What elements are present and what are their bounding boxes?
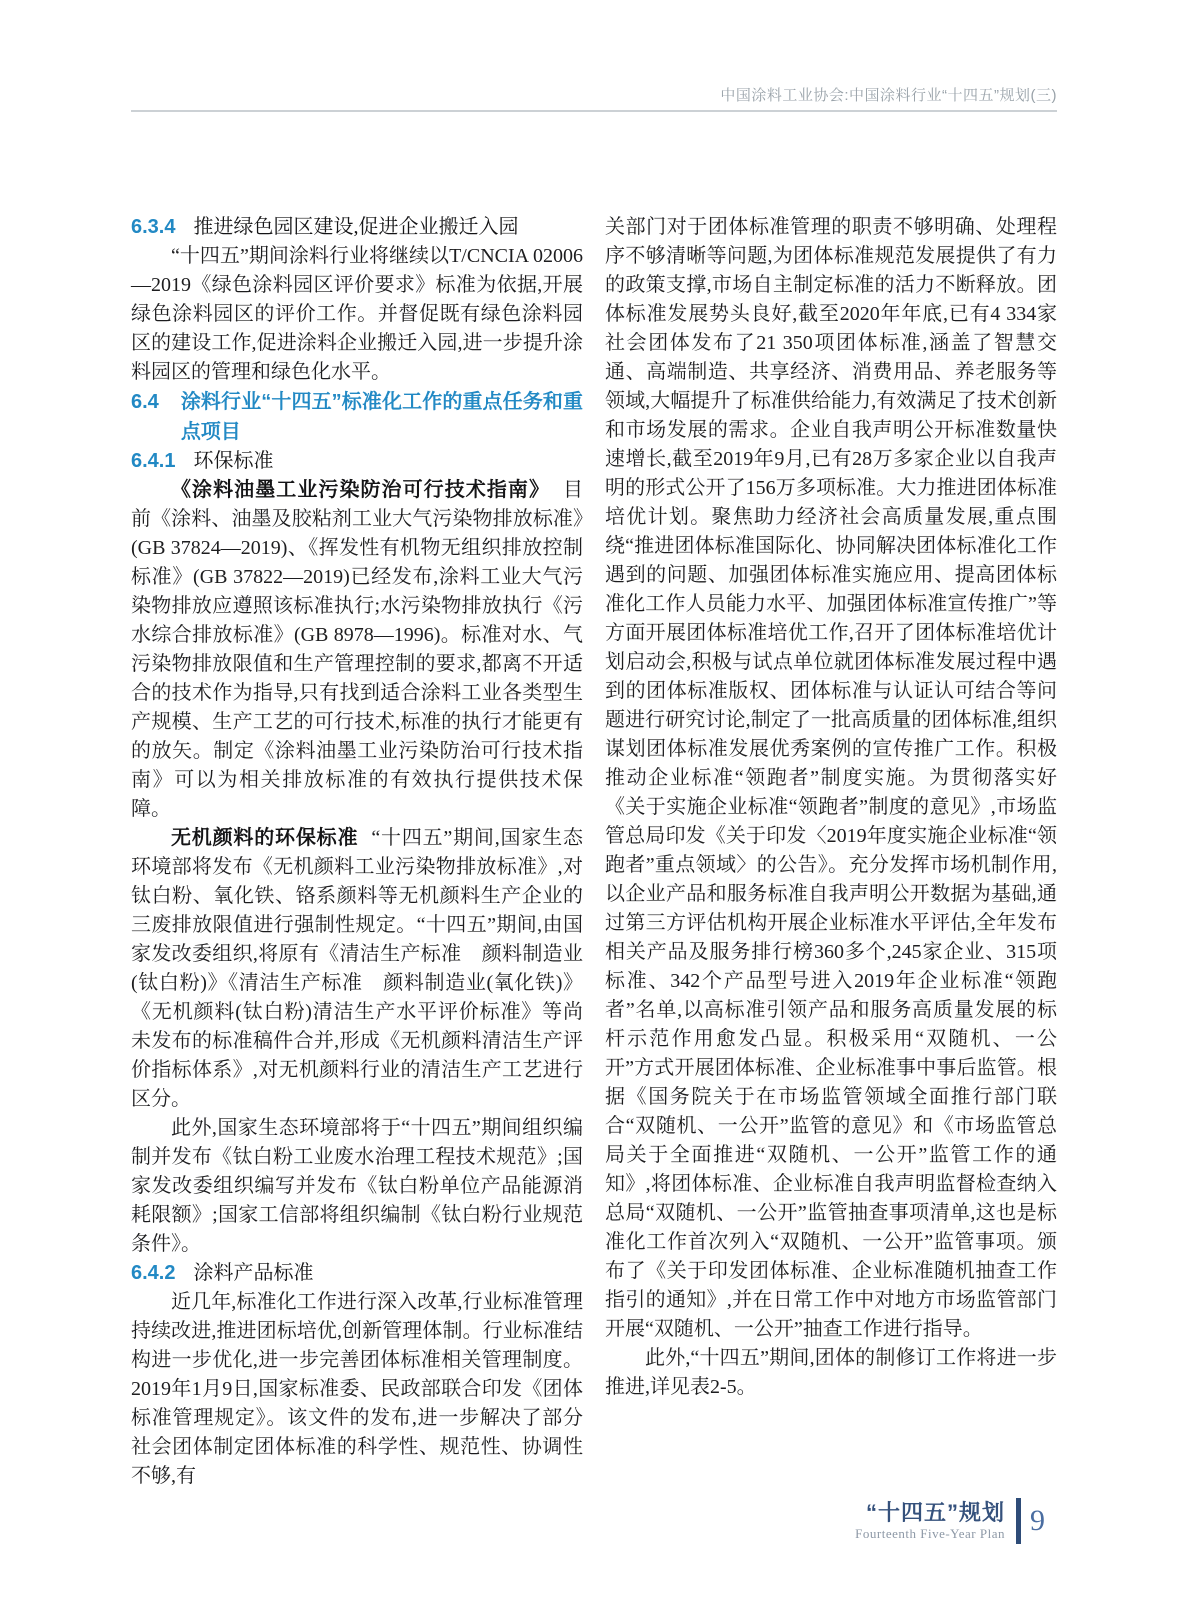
section-number: 6.4.2 bbox=[131, 1262, 176, 1284]
footer-plan-en: Fourteenth Five-Year Plan bbox=[855, 1526, 1005, 1541]
header-title: 中国涂料工业协会:中国涂料行业“十四五”规划(三) bbox=[720, 87, 1057, 104]
paragraph-body: 目前《涂料、油墨及胶粘剂工业大气污染物排放标准》(GB 37824—2019)、《挥发性有机物无组织排放控制标准》(GB 37822—2019)已经发布,涂料工业大气污染物排放应遵照该标准执行;水污染物排放执行《污水综合排放标准》(GB 8978—1996)。标准对水、气污染物排放限值和生产管理控制的要求,都离不开适合的技术作为指导,只有找到适合涂料工业各类型生产规模、生产工艺的可行技术,标准的执行才能更有的放矢。制定《涂料油墨工业污染防治可行技术指南》可以为相关排放标准的有效执行提供技术保障。 bbox=[131, 479, 583, 820]
section-number: 6.3.4 bbox=[131, 216, 176, 238]
paragraph-green-park: “十四五”期间涂料行业将继续以T/CNCIA 02006—2019《绿色涂料园区评价要求》标准为依据,开展绿色涂料园区的评价工作。并督促既有绿色涂料园区的建设工作,促进涂料企业搬迁入园,进一步提升涂料园区的管理和绿色化水平。 bbox=[131, 245, 583, 383]
page-footer bbox=[855, 1498, 1045, 1544]
paragraph-product-standards: 近几年,标准化工作进行深入改革,行业标准管理持续改进,推进团标培优,创新管理体制。行业标准结构进一步优化,进一步完善团体标准相关管理制度。2019年1月9日,国家标准委、民政部联合印发《团体标准管理规定》。该文件的发布,进一步解决了部分社会团体制定团体标准的科学性、规范性、协调性不够,有 bbox=[131, 1291, 583, 1487]
right-column bbox=[605, 213, 1057, 1491]
section-heading-6-3-4 bbox=[131, 213, 583, 242]
section-number: 6.4 bbox=[131, 391, 159, 413]
section-heading-6-4-1 bbox=[131, 447, 583, 476]
section-title: 环保标准 bbox=[193, 450, 274, 472]
paragraph-body: “十四五”期间,国家生态环境部将发布《无机颜料工业污染物排放标准》,对钛白粉、氧化铁、铬系颜料等无机颜料生产企业的三废排放限值进行强制性规定。“十四五”期间,由国家发改委组织,将原有《清洁生产标准 颜料制造业(钛白粉)》《清洁生产标准 颜料制造业(氧化铁)》《无机颜料(钛白粉)清洁生产水平评价标准》等尚未发布的标准稿件合并,形成《无机颜料清洁生产评价指标体系》,对无机颜料行业的清洁生产工艺进行区分。 bbox=[131, 827, 583, 1110]
page-header bbox=[131, 84, 1057, 105]
paragraph-lead: 《涂料油墨工业污染防治可行技术指南》 bbox=[171, 479, 550, 501]
section-title: 推进绿色园区建设,促进企业搬迁入园 bbox=[193, 216, 519, 238]
paragraph-table-reference: 此外,“十四五”期间,团体的制修订工作将进一步推进,详见表2-5。 bbox=[605, 1347, 1057, 1398]
footer-plan-cn: “十四五”规划 bbox=[865, 1500, 1005, 1525]
section-heading-6-4 bbox=[131, 387, 583, 447]
left-column bbox=[131, 213, 583, 1491]
paragraph-lead: 无机颜料的环保标准 bbox=[171, 827, 359, 849]
footer-divider-bar bbox=[1016, 1498, 1021, 1544]
header-rule bbox=[131, 110, 1057, 112]
paragraph-pollution-guide bbox=[131, 476, 583, 824]
paragraph-group-standards: 关部门对于团体标准管理的职责不够明确、处理程序不够清晰等问题,为团体标准规范发展提供了有力的政策支撑,市场自主制定标准的活力不断释放。团体标准发展势头良好,截至2020年年底,已有4 334家社会团体发布了21 350项团体标准,涵盖了智慧交通、高端制造、共享经济、消费用品、养老服务等领域,大幅提升了标准供给能力,有效满足了技术创新和市场发展的需求。企业自我声明公开标准数量快速增长,截至2019年9月,已有28万多家企业以自我声明的形式公开了156万多项标准。大力推进团体标准培优计划。聚焦助力经济社会高质量发展,重点围绕“推进团体标准国际化、协同解决团体标准化工作遇到的问题、加强团体标准实施应用、提高团体标准化工作人员能力水平、加强团体标准宣传推广”等方面开展团体标准培优工作,召开了团体标准培优计划启动会,积极与试点单位就团体标准发展过程中遇到的团体标准版权、团体标准与认证认可结合等问题进行研究讨论,制定了一批高质量的团体标准,组织谋划团体标准发展优秀案例的宣传推广工作。积极推动企业标准“领跑者”制度实施。为贯彻落实好《关于实施企业标准“领跑者”制度的意见》,市场监管总局印发《关于印发〈2019年度实施企业标准“领跑者”重点领域〉的公告》。充分发挥市场机制作用,以企业产品和服务标准自我声明公开数据为基础,通过第三方评估机构开展企业标准水平评估,全年发布相关产品及服务排行榜360多个,245家企业、315项标准、342个产品型号进入2019年企业标准“领跑者”名单,以高标准引领产品和服务高质量发展的标杆示范作用愈发凸显。积极采用“双随机、一公开”方式开展团体标准、企业标准事中事后监管。根据《国务院关于在市场监管领域全面推行部门联合“双随机、一公开”监管的意见》和《市场监管总局关于全面推进“双随机、一公开”监管工作的通知》,将团体标准、企业标准自我声明监督检查纳入总局“双随机、一公开”监管抽查事项清单,这也是标准化工作首次列入“双随机、一公开”监管事项。颁布了《关于印发团体标准、企业标准随机抽查工作指引的通知》,并在日常工作中对地方市场监管部门开展“双随机、一公开”抽查工作进行指导。 bbox=[605, 216, 1057, 1340]
footer-plan-titles bbox=[855, 1500, 1005, 1542]
section-title: 涂料行业“十四五”标准化工作的重点任务和重点项目 bbox=[180, 391, 583, 443]
footer-page-number: 9 bbox=[1030, 1504, 1045, 1537]
section-heading-6-4-2 bbox=[131, 1259, 583, 1288]
content bbox=[131, 213, 1057, 1491]
section-title: 涂料产品标准 bbox=[193, 1262, 314, 1284]
paragraph-titanium-standards: 此外,国家生态环境部将于“十四五”期间组织编制并发布《钛白粉工业废水治理工程技术规范》;国家发改委组织编写并发布《钛白粉单位产品能源消耗限额》;国家工信部将组织编制《钛白粉行业规范条件》。 bbox=[131, 1117, 583, 1255]
paragraph-inorganic-pigment bbox=[131, 824, 583, 1114]
section-number: 6.4.1 bbox=[131, 450, 176, 472]
